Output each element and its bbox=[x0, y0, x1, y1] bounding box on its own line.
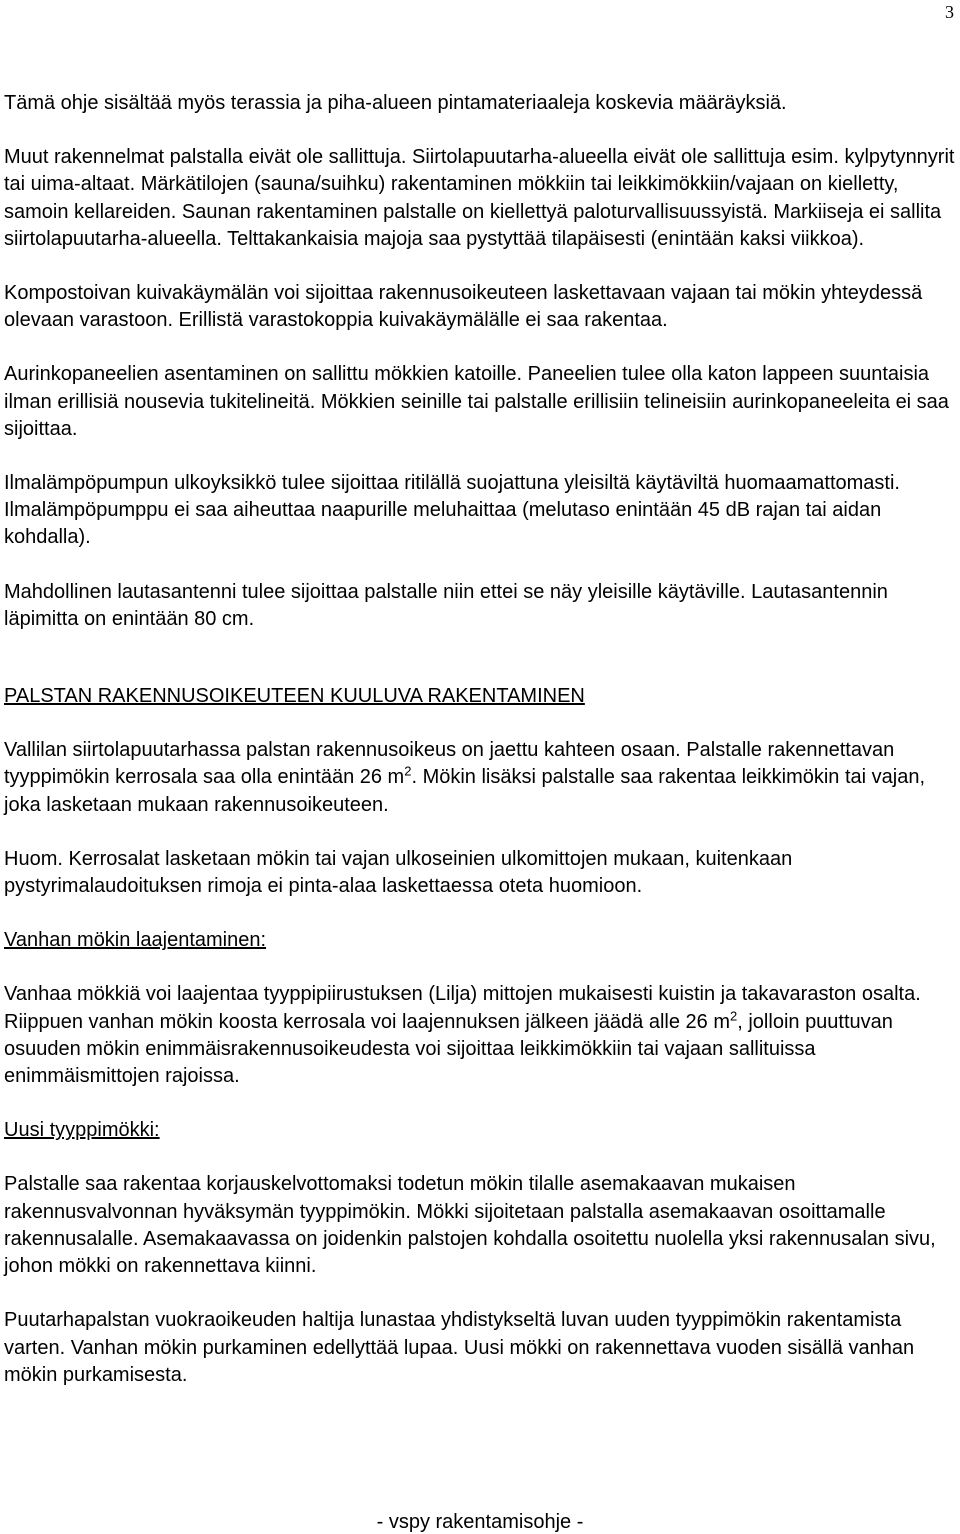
paragraph-old-cottage bbox=[4, 981, 956, 1090]
section-heading: PALSTAN RAKENNUSOIKEUTEEN KUULUVA RAKENTAMINEN bbox=[4, 685, 585, 708]
page-number: 3 bbox=[945, 2, 954, 22]
page-footer: - vspy rakentamisohje - bbox=[376, 1511, 584, 1533]
paragraph-new-cottage: Palstalle saa rakentaa korjauskelvottomaksi todetun mökin tilalle asemakaavan mukaisen rakennusvalvonnan hyväksymän tyyppimökin. Mökki sijoitetaan palstalla asemakaavan osoittamalle rakennusalalle. Asemakaavassa on joidenkin palstojen kohdalla osoitettu nuolella yksi rakennusalan sivu, johon mökki on rakennettava kiinni. bbox=[4, 1173, 936, 1278]
subheading-old-cottage: Vanhan mökin laajentaminen: bbox=[4, 929, 267, 952]
text-span: Vanhaa mökkiä voi laajentaa tyyppipiirustuksen (Lilja) mittojen mukaisesti kuistin ja takavaraston osalta. Riippuen vanhan mökin koosta kerrosala voi laajennuksen jälkeen jäädä alle 26 m bbox=[4, 983, 921, 1033]
paragraph-building-rights bbox=[4, 737, 956, 819]
paragraph-intro: Tämä ohje sisältää myös terassia ja piha-alueen pintamateriaaleja koskevia määräyksiä. bbox=[4, 92, 787, 114]
paragraph-permit: Puutarhapalstan vuokraoikeuden haltija lunastaa yhdistykseltä luvan uuden tyyppimökin rakentamista varten. Vanhan mökin purkaminen edellyttää lupaa. Uusi mökki on rakennettava vuoden sisällä vanhan mökin purkamisesta. bbox=[4, 1309, 915, 1386]
document-body bbox=[4, 90, 956, 1389]
subheading-new-cottage: Uusi tyyppimökki: bbox=[4, 1119, 160, 1142]
text-span: . Mökin lisäksi palstalle saa rakentaa leikkimökin tai vajan, joka lasketaan mukaan rakennusoikeuteen. bbox=[4, 766, 926, 816]
text-span: Vallilan siirtolapuutarhassa palstan rakennusoikeus on jaettu kahteen osaan. Palstalle rakennettavan tyyppimökin kerrosala saa olla enintään 26 m bbox=[4, 739, 895, 789]
paragraph-note: Huom. Kerrosalat lasketaan mökin tai vajan ulkoseinien ulkomittojen mukaan, kuitenkaan pystyrimalaudoituksen rimoja ei pinta-alaa laskettaessa oteta huomioon. bbox=[4, 847, 793, 898]
paragraph-heat-pump: Ilmalämpöpumpun ulkoyksikkö tulee sijoittaa ritilällä suojattuna yleisiltä käytäviltä huomaamattomasti. Ilmalämpöpumppu ei saa aiheuttaa naapurille meluhaittaa (melutaso enintään 45 dB rajan tai aidan kohdalla). bbox=[4, 472, 900, 549]
text-span: , jolloin puuttuvan osuuden mökin enimmäisrakennusoikeudesta voi sijoittaa leikkimökkiin tai vajaan sallituissa enimmäismittojen rajoissa. bbox=[4, 1010, 893, 1088]
paragraph-satellite-dish: Mahdollinen lautasantenni tulee sijoittaa palstalle niin ettei se näy yleisille käytäville. Lautasantennin läpimitta on enintään 80 cm. bbox=[4, 580, 888, 630]
superscript: 2 bbox=[730, 1008, 738, 1024]
superscript: 2 bbox=[404, 763, 412, 779]
paragraph-structures: Muut rakennelmat palstalla eivät ole sallittuja. Siirtolapuutarha-alueella eivät ole sallittuja esim. kylpytynnyrit tai uima-altaat. Märkätilojen (sauna/suihku) rakentaminen mökkiin tai leikkimökkiin/vajaan on kielletty, samoin kellareiden. Saunan rakentaminen palstalle on kiellettyä paloturvallisuussyistä. Markiiseja ei sallita siirtolapuutarha-alueella. Telttakankaisia majoja saa pystyttää tilapäisesti (enintään kaksi viikkoa). bbox=[4, 146, 955, 250]
paragraph-solar-panels: Aurinkopaneelien asentaminen on sallittu mökkien katoille. Paneelien tulee olla katon lappeen suuntaisia ilman erillisiä nousevia tukitelineitä. Mökkien seinille tai palstalle erillisiin telineisiin aurinkopaneeleita ei saa sijoittaa. bbox=[4, 363, 949, 440]
paragraph-composting-toilet: Kompostoivan kuivakäymälän voi sijoittaa rakennusoikeuteen laskettavaan vajaan tai mökin yhteydessä olevaan varastoon. Erillistä varastokoppia kuivakäymälälle ei saa rakentaa. bbox=[4, 282, 923, 332]
